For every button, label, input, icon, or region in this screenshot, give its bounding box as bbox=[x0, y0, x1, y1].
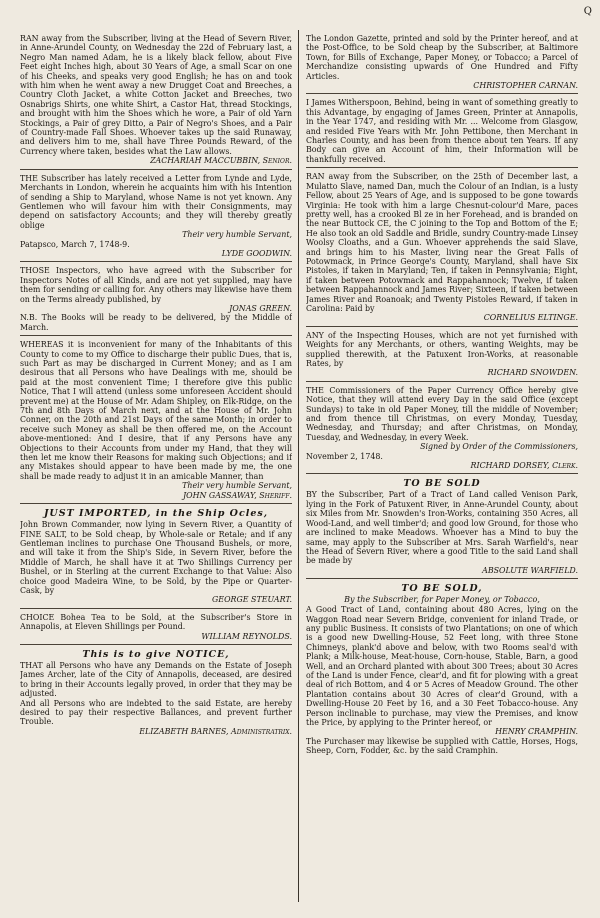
ad-paper-currency bbox=[306, 386, 578, 475]
ad-dateline: November 2, 1748. bbox=[306, 451, 383, 461]
ad-fine-salt bbox=[20, 508, 292, 609]
ad-body: ANY of the Inspecting Houses, which are not yet furnished with Weights for any Merchants, or others, wanting Weights, may be supplied therewith, at the Patuxent Iron-Works, at reasonable Rates, by bbox=[306, 330, 578, 368]
ad-closing: Their very humble Servant, bbox=[182, 230, 292, 240]
ad-signature: RICHARD SNOWDEN. bbox=[487, 368, 578, 378]
ad-witherspoon bbox=[306, 98, 578, 168]
ad-signature: ZACHARIAH MACCUBBIN, Senior. bbox=[150, 156, 292, 166]
ad-signature: LYDE GOODWIN. bbox=[221, 248, 292, 258]
left-column bbox=[20, 34, 292, 900]
ad-runaway-dan bbox=[306, 172, 578, 327]
ad-body: A Good Tract of Land, containing about 480 Acres, lying on the Waggon Road near Severn Bridge, convenient for inland Trade, or any public Business. It consists of two Plantations; on one of which is a good new Dwelling-House, 52 Feet long, with three Stone Chimneys, plank'd above and below, with two Rooms seal'd with Plank; a Milk-house, Meat-house, Corn-house, Stable, Barn, a good Well, and an Orchard planted with about 300 Trees; about 30 Acres of the Land is under Fence, clear'd, and fit for plowing with a great deal of rich Bottom, and 4 or 5 Acres of Meadow Ground. The other Plantation contains about 30 Acres of clear'd Ground, with a Dwelling-House 20 Feet by 16, and a 30 Feet Tobacco-house. Any Person inclinable to purchase, may view the Premises, and know the Price, by applying to the Printer hereof, or bbox=[306, 605, 578, 727]
ad-signature: CORNELIUS ELTINGE. bbox=[483, 313, 578, 323]
ad-body: THE Subscriber has lately received a Letter from Lynde and Lyde, Merchants in London, wherein he acquaints him with his Intention of sending a Ship to Maryland, whose Name is not yet known. Any Gentlemen who will favour him with their Consignments, may depend on satisfactory Accounts; and they will thereby greatly oblige bbox=[20, 173, 292, 230]
ad-runaway-adam bbox=[20, 34, 292, 170]
ad-closing: Their very humble Servant, bbox=[182, 481, 292, 491]
ad-heading: JUST IMPORTED, in the Ship Ocles, bbox=[43, 508, 269, 520]
ad-body: THOSE Inspectors, who have agreed with the Subscriber for Inspectors Notes of all Kinds, and are not yet supplied, may have them for sending or calling for. Any others may likewise have them on the Terms already published, by bbox=[20, 266, 292, 304]
ad-inspectors-notes bbox=[20, 266, 292, 336]
ad-signature: ELIZABETH BARNES, Administratrix. bbox=[139, 726, 292, 736]
ad-body: RAN away from the Subscriber, living at the Head of Severn River, in Anne-Arundel County, on Wednesday the 22d of February last, a Negro Man named Adam, he is a likely black fellow, about Five Feet eight Inches high, about 30 Years of Age, a small Scar on one of his Cheeks, and speaks very good English; he has on and took with him when he went away a new Drugget Coat and Breeches, a Country Cloth Jacket, a white Cotton Jacket and Breeches, two Osnabrigs Shirts, one white Shirt, a Castor Hat, thread Stockings, and brought with him the Shoes which he wore, a Pair of old Yarn Stockings, a Pair of grey Ditto, a Pair of Negro's Shoes, and a Pair of Country-made Fall Shoes. Whoever takes up the said Runaway, and delivers him to me, shall have Three Pounds Reward, of the Currency where taken, besides what the Law allows. bbox=[20, 34, 292, 156]
column-rule bbox=[298, 30, 299, 902]
ad-body: THE Commissioners of the Paper Currency Office hereby give Notice, that they will attend every Day in the said Office (except Sundays) to take in old Paper Money, till the middle of November; and from thence till Christmas, on every Monday, Tuesday, Wednesday, and Thursday; and after Christmas, on Monday, Tuesday, and Wednesday, in every Week. bbox=[306, 385, 578, 442]
ad-body-second: The Purchaser may likewise be supplied with Cattle, Horses, Hogs, Sheep, Corn, Fodder, &c. by the said Cramphin. bbox=[306, 736, 578, 756]
ad-dateline: Patapsco, March 7, 1748-9. bbox=[20, 239, 130, 249]
ad-body: THAT all Persons who have any Demands on the Estate of Joseph James Archer, late of the City of Annapolis, deceased, are desired to bring in their Accounts legally proved, in order that they may be adjusted. bbox=[20, 660, 292, 699]
ad-land-venison-park bbox=[306, 478, 578, 579]
ad-merchandize bbox=[306, 34, 578, 94]
ad-body: The London Gazette, printed and sold by the Printer hereof, and at the Post-Office, to be Sold cheap by the Subscriber, at Baltimore Town, for Bills of Exchange, Paper Money, or Tobacco; a Parcel of Merchandize consisting upwards of One Hundred and Fifty Articles. bbox=[306, 34, 578, 81]
ad-body-second: And all Persons who are indebted to the said Estate, are hereby desired to pay their respective Ballances, and prevent further Trouble. bbox=[20, 698, 292, 727]
ad-body: BY the Subscriber, Part of a Tract of Land called Venison Park, lying in the Fork of Patuxent River, in Anne-Arundel County, about six Miles from Mr. Snowden's Iron-Works, containing 350 Acres, all Wood-Land, and well timber'd; and good low Ground, for those who are inclined to make Meadows. Whoever has a Mind to buy the same, may apply to the Subscriber at Mrs. Sarah Warfield's, near the Head of Severn River, where a good Title to the said Land shall be made by bbox=[306, 490, 578, 566]
right-column bbox=[306, 34, 578, 900]
ad-signature: JONAS GREEN. bbox=[229, 303, 292, 313]
ad-weights bbox=[306, 331, 578, 382]
ad-sheriff-notice bbox=[20, 340, 292, 504]
page-header bbox=[0, 6, 600, 34]
ad-body: RAN away from the Subscriber, on the 25th of December last, a Mulatto Slave, named Dan, much the Colour of an Indian, is a lusty Fellow, about 25 Years of Age, and is supposed to be gone towards Virginia: He took with him a large Chesnut-colour'd Mare, paces pretty well, has a crooked Bl ze in her Forehead, and is branded on the near Buttock CE, the C joining to the Top and Bottom of the E; He also took an old Saddle and Bridle, sundry Country-made Linsey Woolsy Cloaths, and a Gun. Whoever apprehends the said Slave, and brings him to his Master, living near the Great Falls of Potowmack, in Prince George's County, Maryland, shall have Six Pistoles, if taken in Maryland; Ten, if taken in Pennsylvania; Eight, if taken between Potowmack and Rappahannock; Twelve, if taken between Rappahannock and James River; Sixteen, if taken between James River and Roanoak; and Twenty Pistoles Reward, if taken in Carolina: Paid by bbox=[306, 172, 578, 313]
ad-closing: Signed by Order of the Commissioners, bbox=[420, 442, 578, 452]
ad-signature: ABSOLUTE WARFIELD. bbox=[482, 565, 578, 575]
ad-heading: TO BE SOLD, bbox=[401, 583, 483, 595]
ad-heading: TO BE SOLD bbox=[403, 478, 481, 490]
ad-signature: CHRISTOPHER CARNAN. bbox=[473, 81, 578, 91]
ad-estate-notice bbox=[20, 649, 292, 739]
ad-bohea-tea bbox=[20, 613, 292, 645]
ad-body: WHEREAS it is inconvenient for many of the Inhabitants of this County to come to my Office to discharge their public Dues, that is, such Part as may be discharged in Current Money; and as I am desirous that all Persons who have Dealings with me, should be paid at the most convenient Time; I therefore give this public Notice, That I will attend (unless some unforeseen Accident should prevent me) at the House of Mr. Adam Shipley, on Elk-Ridge, on the 7th and 8th Days of March next, and at the House of Mr. John Conner, on the 20th and 21st Days of the same Month; in order to receive such Money as shall be then offered me, on the Account above-mentioned: And I desire, that if any Persons have any Objections to their Accounts from under my Hand, that they will then let me know their Reasons for making such Objections; and if any Mistakes should appear to have been made by me, the one shall be made ready to adjust it in an amicable Manner, than bbox=[20, 340, 292, 481]
ad-signature: GEORGE STEUART. bbox=[212, 595, 292, 605]
ad-nota-bene: N.B. The Books will be ready to be delivered, by the Middle of March. bbox=[20, 313, 292, 332]
ad-land-severn-bridge bbox=[306, 583, 578, 759]
ad-body: CHOICE Bohea Tea to be Sold, at the Subscriber's Store in Annapolis, at Eleven Shillings per Pound. bbox=[20, 612, 292, 632]
ad-lynde-lyde bbox=[20, 174, 292, 263]
ad-signature: WILLIAM REYNOLDS. bbox=[201, 631, 292, 641]
ad-body: I James Witherspoon, Behind, being in want of something greatly to this Advantage, by engaging of James Green, Printer at Annapolis, in the Year 1747, and residing with Mr. ... Welcome from Glasgow, and resided Five Years with Mr. John Pettibone, then Merchant in Charles County, and has been from thence about ten Years. If any Body can give an Account of him, their Information will be thankfully received. bbox=[306, 98, 578, 164]
ad-subheading: By the Subscriber, for Paper Money, or Tobacco, bbox=[344, 595, 540, 605]
ad-body: John Brown Commander, now lying in Severn River, a Quantity of FINE SALT, to be Sold cheap, by Whole-sale or Retale; and if any Gentleman inclines to purchase One Thousand Bushels, or more, and will take it from the Ship's Side, in Severn River, before the Middle of March, he shall have it at Two Shillings Currency per Bushel, or in Sterling at the current Exchange to that Value: Also choice good Madeira Wine, to be Sold, by the Pipe or Quarter-Cask, by bbox=[20, 520, 292, 595]
ad-signature: JOHN GASSAWAY, Sheriff. bbox=[182, 490, 292, 500]
folio: Q bbox=[583, 6, 592, 17]
ad-heading: This is to give NOTICE, bbox=[82, 648, 230, 660]
ad-signature: RICHARD DORSEY, Clerk. bbox=[470, 461, 578, 471]
ad-signature: HENRY CRAMPHIN. bbox=[495, 727, 578, 737]
